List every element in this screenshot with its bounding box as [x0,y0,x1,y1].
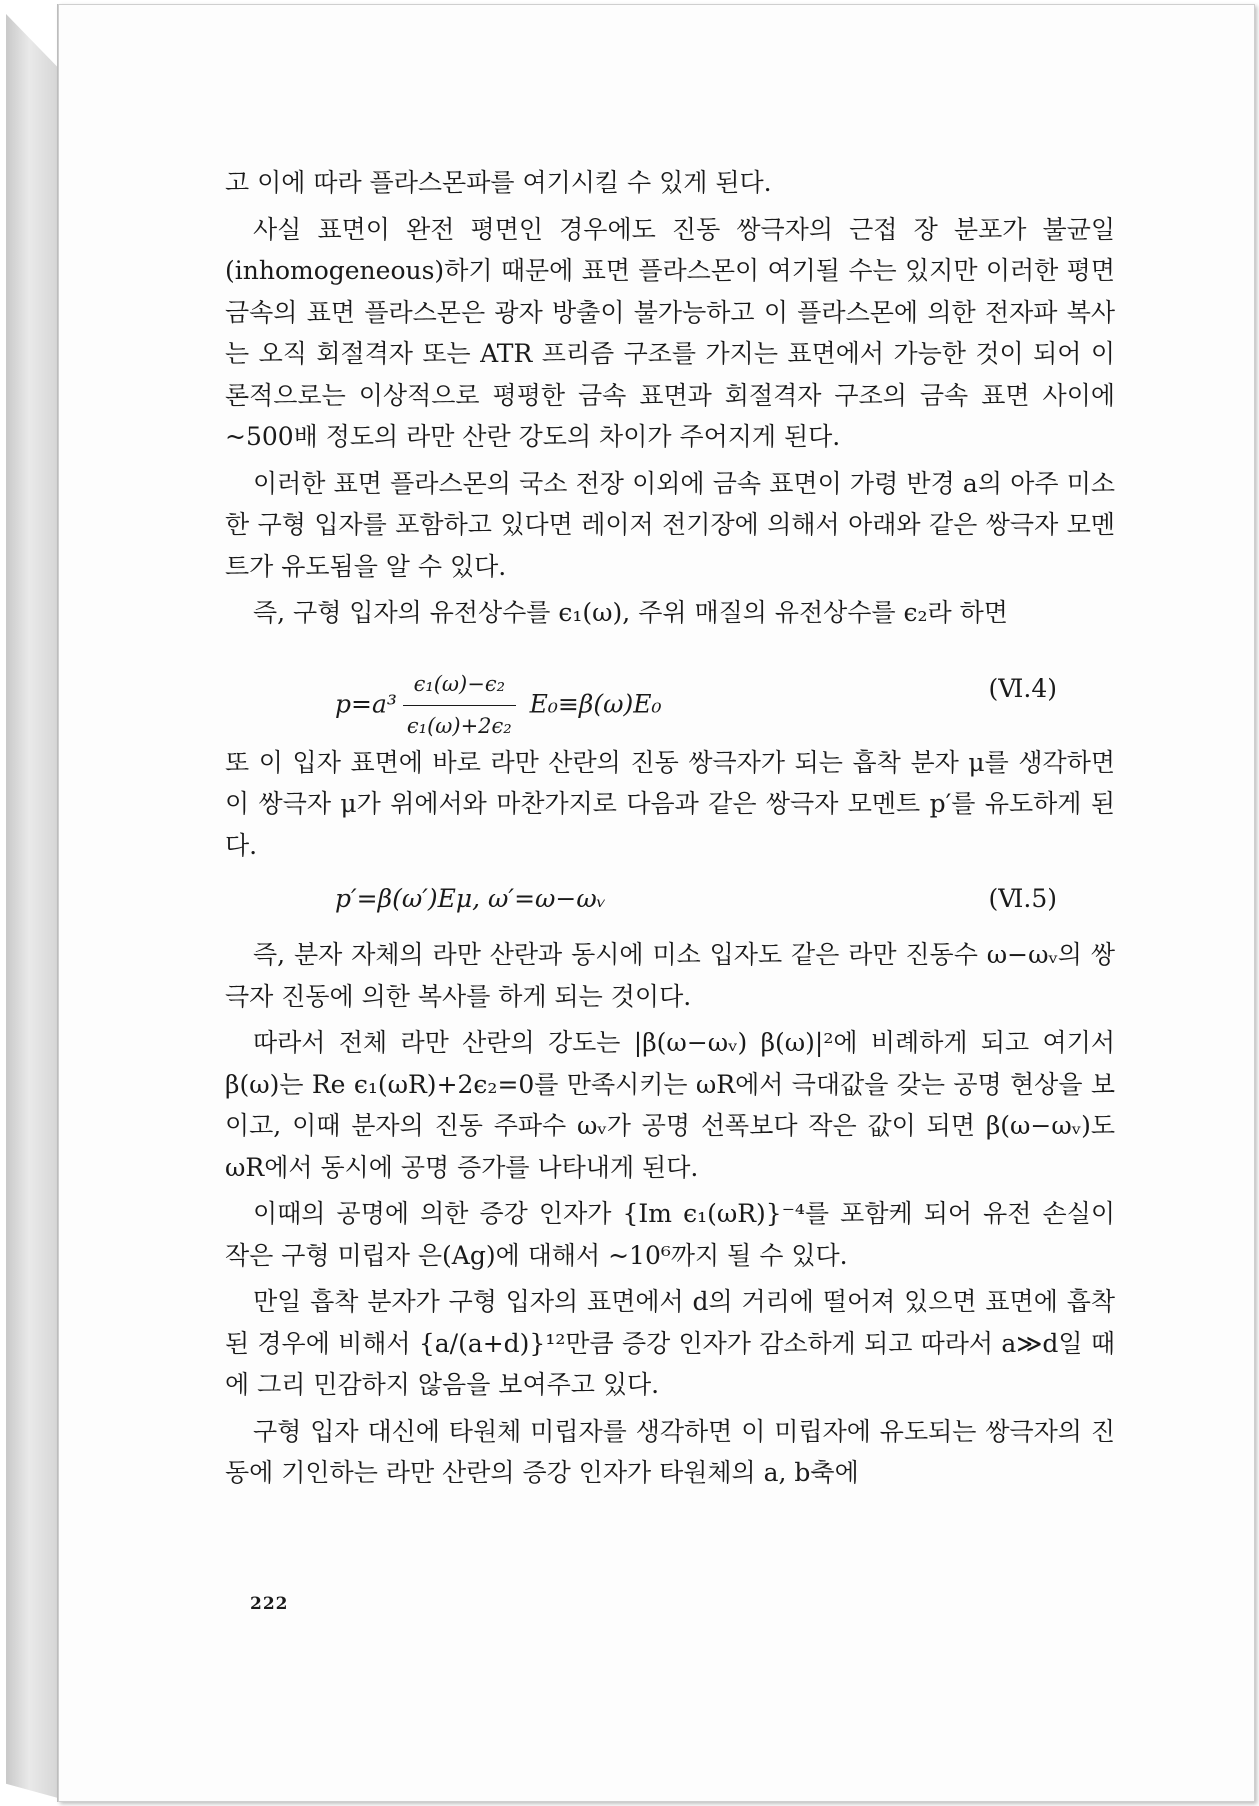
paragraph: 이때의 공명에 의한 증강 인자가 {Im ϵ₁(ωR)}⁻⁴를 포함케 되어 유전 손실이 작은 구형 미립자 은(Ag)에 대해서 ~10⁶까지 될 수 있다. [225,1199,1115,1270]
equation-vi-4 [225,656,1115,738]
paragraph: 즉, 구형 입자의 유전상수를 ϵ₁(ω), 주위 매질의 유전상수를 ϵ₂라 하면 [253,598,1008,627]
paragraph: 사실 표면이 완전 평면인 경우에도 진동 쌍극자의 근접 장 분포가 불균일(inhomogeneous)하기 때문에 표면 플라스몬이 여기될 수는 있지만 이러한 평면 금속의 표면 플라스몬은 광자 방출이 불가능하고 이 플라스몬에 의한 전자파 복사는 오직 회절격자 또는 ATR 프리즘 구조를 가지는 표면에서 가능한 것이 되어 이론적으로는 이상적으로 평평한 금속 표면과 회절격자 구조의 금속 표면 사이에 ~500배 정도의 라만 산란 강도의 차이가 주어지게 된다. [225,214,1115,451]
paragraph: 이러한 표면 플라스몬의 국소 전장 이외에 금속 표면이 가령 반경 a의 아주 미소한 구형 입자를 포함하고 있다면 레이저 전기장에 의해서 아래와 같은 쌍극자 모멘트가 유도됨을 알 수 있다. [225,468,1115,581]
equation-number: (Ⅵ.5) [988,884,1057,913]
equation-vi-5 [225,874,1115,924]
paragraph: 구형 입자 대신에 타원체 미립자를 생각하면 이 미립자에 유도되는 쌍극자의 진동에 기인하는 라만 산란의 증강 인자가 타원체의 a, b축에 [225,1416,1115,1487]
paragraph: 또 이 입자 표면에 바로 라만 산란의 진동 쌍극자가 되는 흡착 분자 μ를 생각하면 이 쌍극자 μ가 위에서와 마찬가지로 다음과 같은 쌍극자 모멘트 p′를 유도하게 된다. [225,747,1115,860]
page-number: 222 [250,1594,289,1614]
page-text [225,162,1115,1499]
fraction-denominator: ϵ₁(ω)+2ϵ₂ [406,714,512,738]
paragraph: 따라서 전체 라만 산란의 강도는 |β(ω−ωᵥ) β(ω)|²에 비례하게 되고 여기서 β(ω)는 Re ϵ₁(ωR)+2ϵ₂=0를 만족시키는 ωR에서 극대값을 갖는 공명 현상을 보이고, 이때 분자의 진동 주파수 ωᵥ가 공명 선폭보다 작은 값이 되면 β(ω−ωᵥ)도 ωR에서 동시에 공명 증가를 나타내게 된다. [225,1028,1115,1182]
book-spine [6,14,58,1798]
paragraph: 만일 흡착 분자가 구형 입자의 표면에서 d의 거리에 떨어져 있으면 표면에 흡착된 경우에 비해서 {a/(a+d)}¹²만큼 증강 인자가 감소하게 되고 따라서 a≫d일 때에 그리 민감하지 않음을 보여주고 있다. [225,1287,1115,1399]
equation-number: (Ⅵ.4) [988,673,1057,703]
equation-fraction [403,664,516,748]
equation-rhs: E₀≡β(ω)E₀ [529,689,662,718]
paragraph-continued: 고 이에 따라 플라스몬파를 여기시킬 수 있게 된다. [225,168,772,197]
equation-body [335,664,662,748]
fraction-numerator: ϵ₁(ω)−ϵ₂ [403,664,516,707]
paragraph: 즉, 분자 자체의 라만 산란과 동시에 미소 입자도 같은 라만 진동수 ω−ωᵥ의 쌍극자 진동에 의한 복사를 하게 되는 것이다. [225,940,1115,1011]
equation-lhs: p=a³ [335,689,397,718]
equation-body: p′=β(ω′)Eμ, ω′=ω−ωᵥ [335,884,607,913]
